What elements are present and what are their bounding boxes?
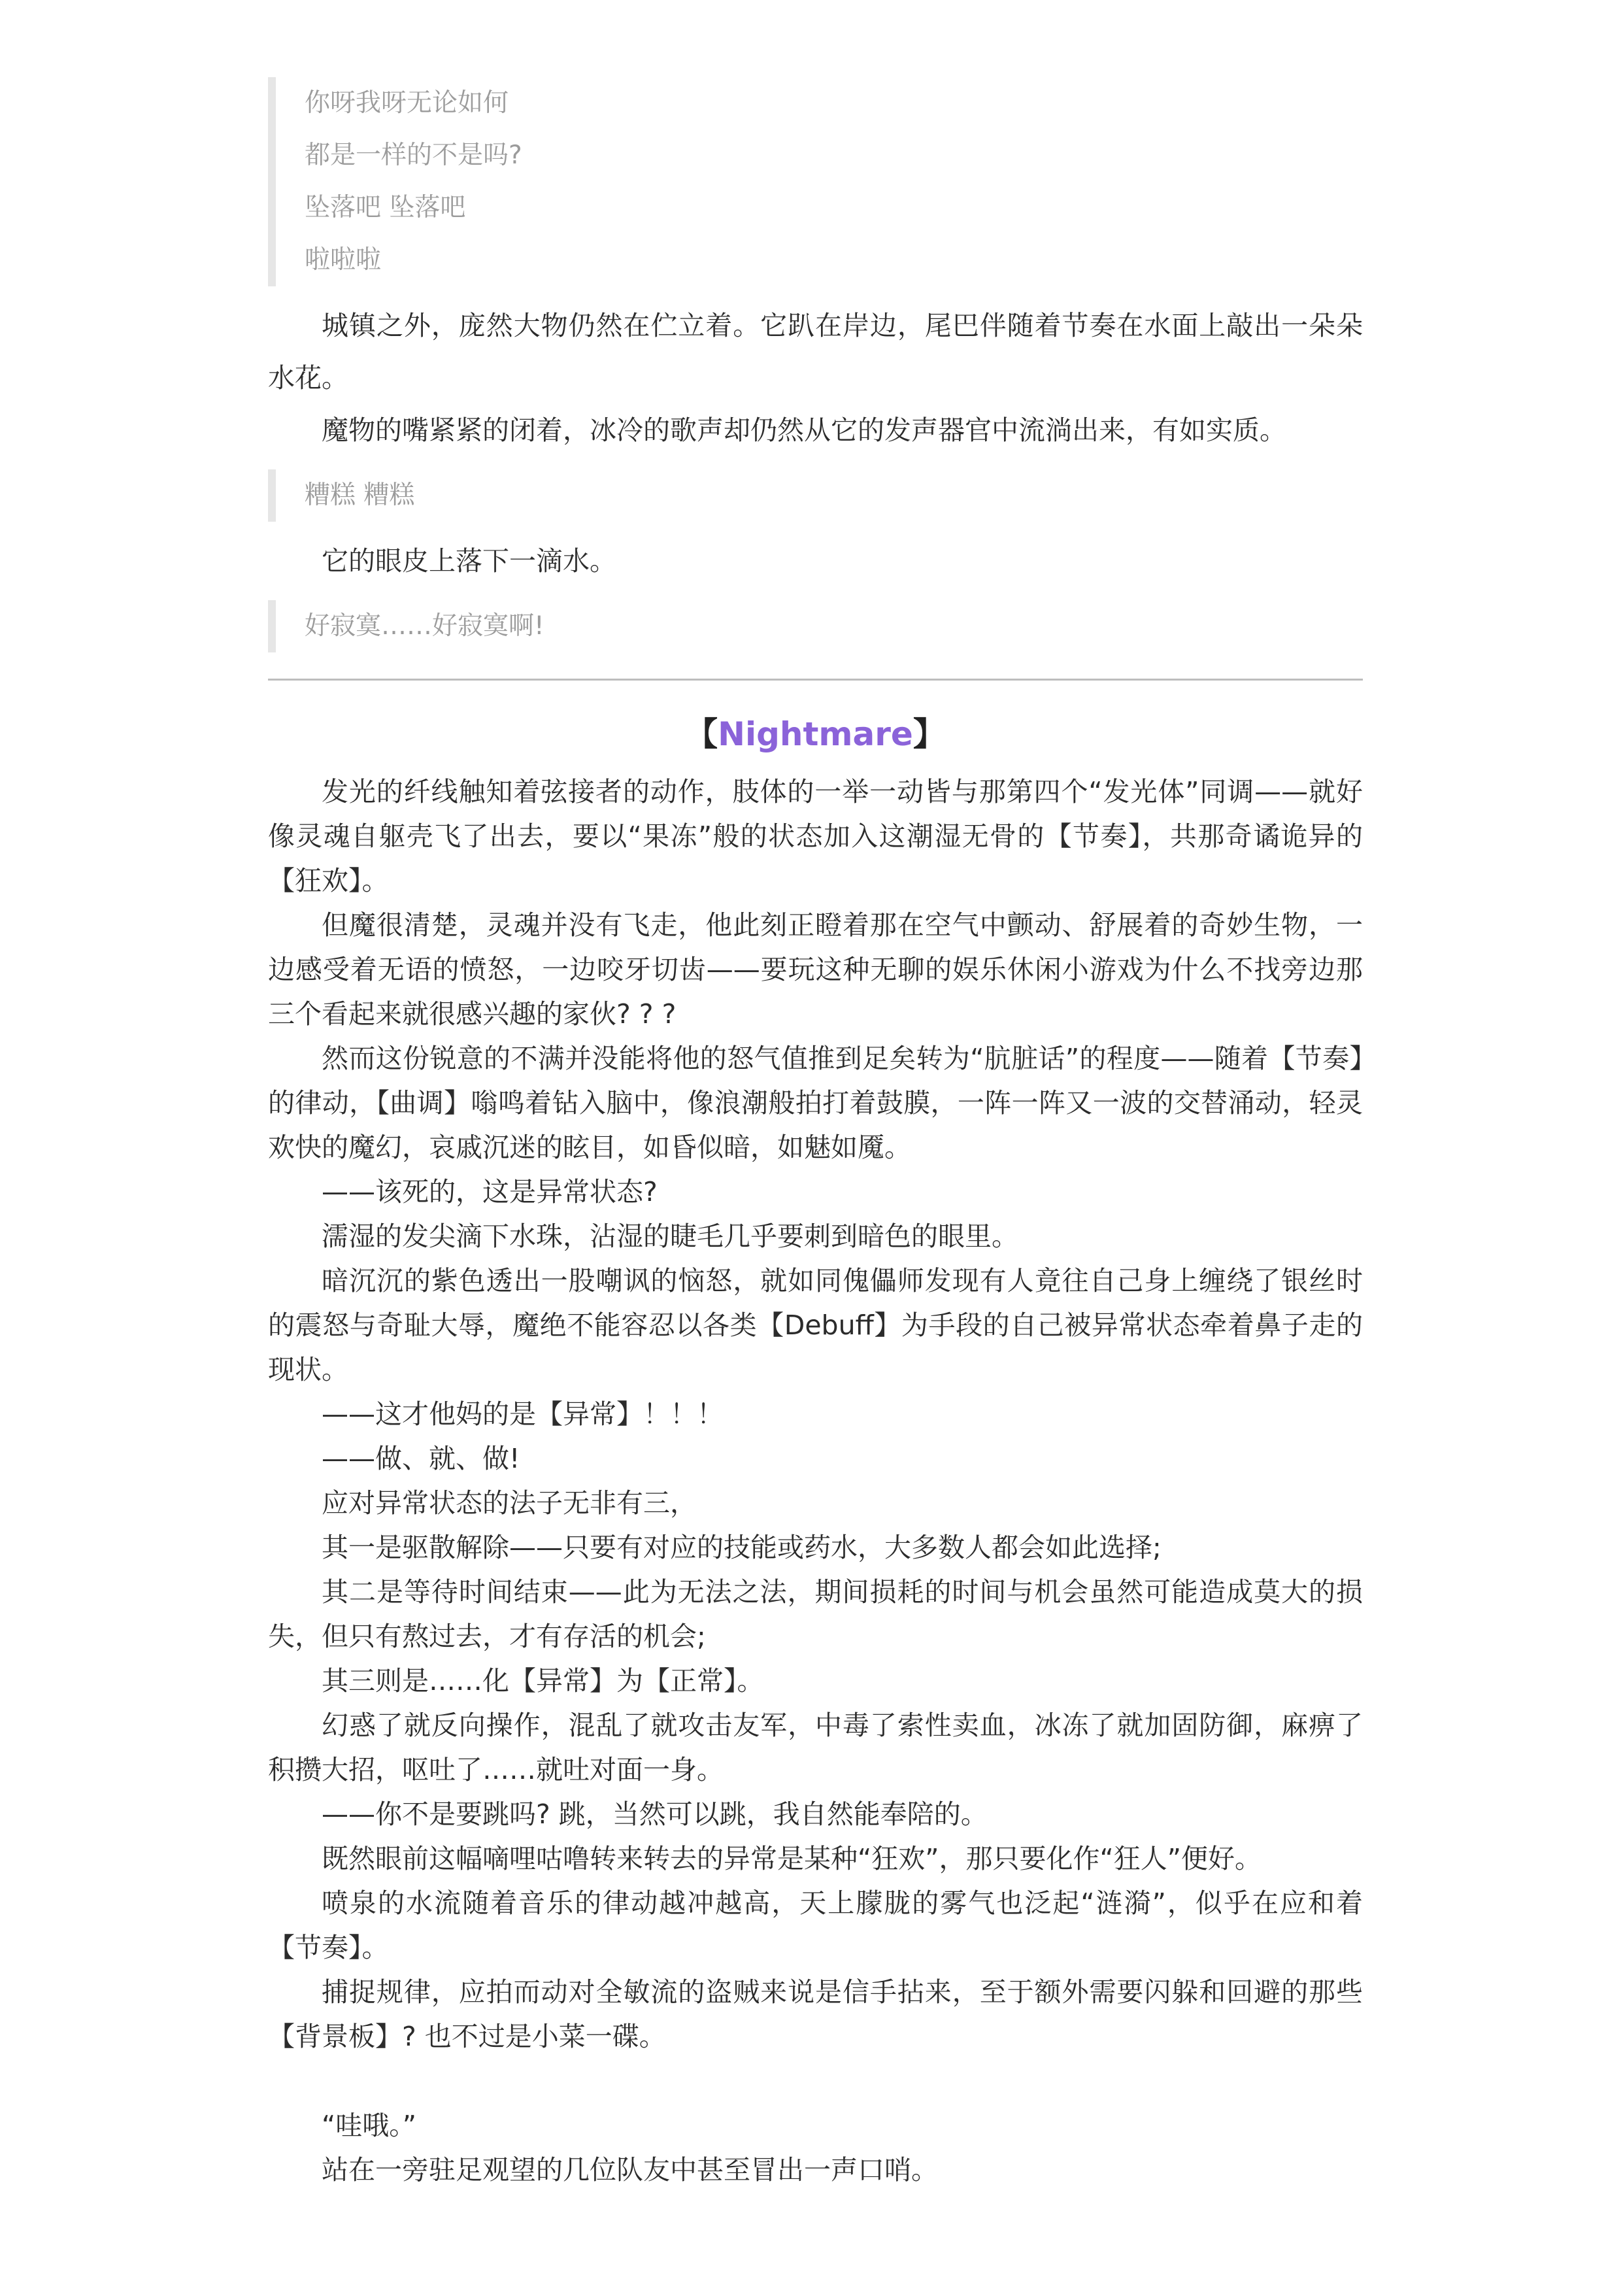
lyric-line: 啦啦啦	[305, 245, 382, 275]
narrative-paragraph: 其一是驱散解除——只要有对应的技能或药水，大多数人都会如此选择;	[322, 1532, 1162, 1563]
narrative-paragraph: ——该死的，这是异常状态?	[322, 1176, 658, 1207]
narrative-paragraph: 但魔很清楚，灵魂并没有飞走，他此刻正瞪着那在空气中颤动、舒展着的奇妙生物，一边感受着无语的愤怒，一边咬牙切齿——要玩这种无聊的娱乐休闲小游戏为什么不找旁边那三个看起来就很感兴趣的家伙? ? ?	[268, 909, 1363, 1030]
dialogue-paragraph: “哇哦。”	[322, 2110, 416, 2141]
lyric-line: 糟糕 糟糕	[305, 481, 415, 510]
blank-line	[268, 2059, 1363, 2103]
narrative-paragraph: ——你不是要跳吗? 跳，当然可以跳，我自然能奉陪的。	[322, 1798, 988, 1830]
narrative-paragraph: 既然眼前这幅嘀哩咕噜转来转去的异常是某种“狂欢”，那只要化作“狂人”便好。	[322, 1843, 1262, 1874]
document-page	[268, 77, 1363, 2192]
narrative-paragraph: 喷泉的水流随着音乐的律动越冲越高，天上朦胧的雾气也泛起“涟漪”，似乎在应和着【节奏】。	[268, 1887, 1363, 1963]
narrative-paragraph: 它的眼皮上落下一滴水。	[322, 545, 616, 577]
narrative-paragraph: 然而这份锐意的不满并没能将他的怒气值推到足矣转为“肮脏话”的程度——随着【节奏】的律动，【曲调】嗡鸣着钻入脑中，像浪潮般拍打着鼓膜，一阵一阵又一波的交替涌动，轻灵欢快的魔幻，哀戚沉迷的眩目，如昏似暗，如魅如魇。	[268, 1043, 1363, 1163]
lyric-line: 坠落吧 坠落吧	[305, 193, 466, 222]
title-bracket-right: 】	[912, 715, 946, 753]
narrative-paragraph: 站在一旁驻足观望的几位队友中甚至冒出一声口哨。	[322, 2154, 938, 2186]
title-text: Nightmare	[718, 715, 913, 753]
lyric-line: 都是一样的不是吗?	[305, 141, 522, 170]
narrative-paragraph: ——这才他妈的是【异常】！！！	[322, 1398, 724, 1430]
lyric-quote-block	[268, 469, 1363, 522]
narrative-paragraph: 濡湿的发尖滴下水珠，沾湿的睫毛几乎要刺到暗色的眼里。	[322, 1221, 1018, 1252]
narrative-paragraph: 幻惑了就反向操作，混乱了就攻击友军，中毒了索性卖血，冰冻了就加固防御，麻痹了积攒大招，呕吐了……就吐对面一身。	[268, 1710, 1363, 1785]
narrative-paragraph: 魔物的嘴紧紧的闭着，冰冷的歌声却仍然从它的发声器官中流淌出来，有如实质。	[322, 414, 1286, 446]
narrative-paragraph: 暗沉沉的紫色透出一股嘲讽的恼怒，就如同傀儡师发现有人竟往自己身上缠绕了银丝时的震怒与奇耻大辱，魔绝不能容忍以各类【Debuff】为手段的自己被异常状态牵着鼻子走的现状。	[268, 1265, 1363, 1385]
lyric-quote-block	[268, 600, 1363, 652]
title-bracket-left: 【	[685, 715, 718, 753]
narrative-paragraph: 其二是等待时间结束——此为无法之法，期间损耗的时间与机会虽然可能造成莫大的损失，但只有熬过去，才有存活的机会;	[268, 1576, 1363, 1652]
lyric-line: 你呀我呀无论如何	[305, 88, 509, 118]
narrative-paragraph: 其三则是……化【异常】为【正常】。	[322, 1665, 764, 1697]
narrative-paragraph: 捕捉规律，应拍而动对全敏流的盗贼来说是信手拈来，至于额外需要闪躲和回避的那些【背景板】? 也不过是小菜一碟。	[268, 1976, 1363, 2052]
narrative-paragraph: ——做、就、做!	[322, 1443, 520, 1474]
lyric-line: 好寂寞……好寂寞啊!	[305, 611, 544, 641]
narrative-paragraph: 应对异常状态的法子无非有三，	[322, 1487, 697, 1519]
narrative-paragraph: 城镇之外，庞然大物仍然在伫立着。它趴在岸边，尾巴伴随着节奏在水面上敲出一朵朵水花。	[268, 310, 1363, 394]
narrative-paragraph: 发光的纤线触知着弦接者的动作，肢体的一举一动皆与那第四个“发光体”同调——就好像灵魂自躯壳飞了出去，要以“果冻”般的状态加入这潮湿无骨的【节奏】，共那奇谲诡异的【狂欢】。	[268, 776, 1363, 896]
section-title	[268, 708, 1363, 760]
lyric-quote-block	[268, 77, 1363, 286]
